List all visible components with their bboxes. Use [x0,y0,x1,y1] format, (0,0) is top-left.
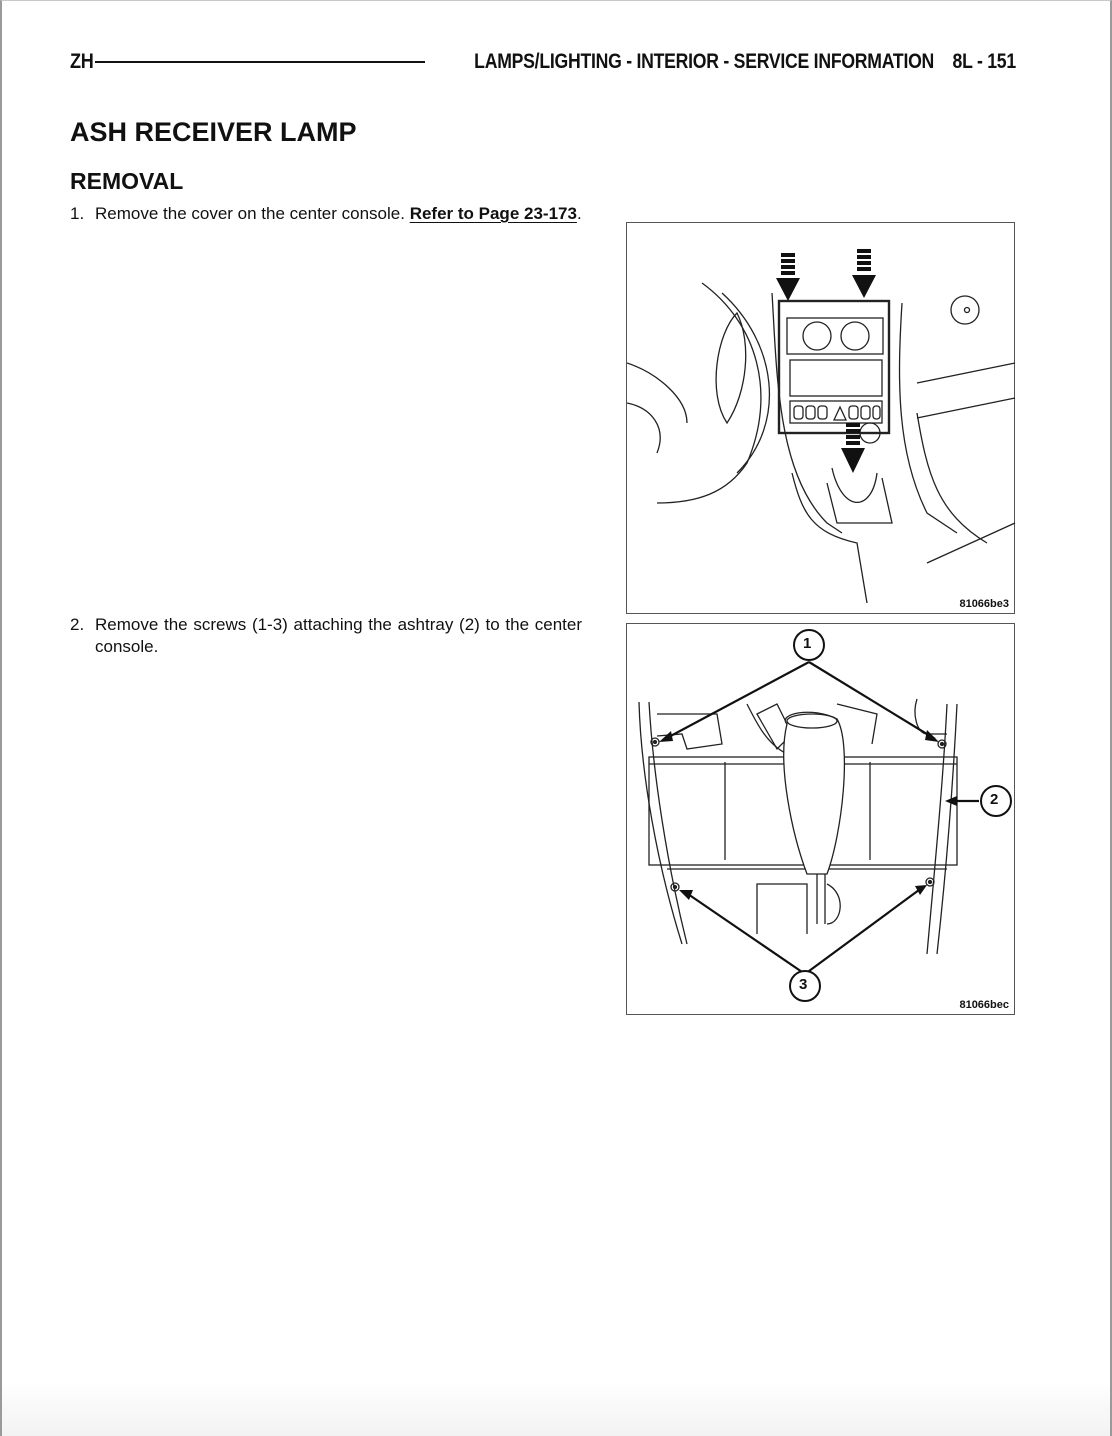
callout-3: 3 [799,976,808,993]
callout-2: 2 [990,791,999,808]
switch-row [794,406,880,420]
page-reference-link[interactable]: Refer to Page 23-173 [409,204,577,223]
instrument-cluster [716,313,746,423]
ashtray-screws-illustration [627,624,1016,1016]
step-number: 2. [70,615,85,634]
step-text: Remove the screws (1-3) attaching the ashtray (2) to the center console. [95,615,582,656]
shift-knob [784,712,845,874]
callout-1: 1 [803,635,812,652]
header-rule [95,61,425,63]
figure-id: 81066bec [959,999,1009,1011]
subsection-title: REMOVAL [70,168,184,194]
step-body [70,203,582,225]
steering-wheel [657,283,761,503]
removal-arrows [776,249,876,473]
figure-ashtray-screws [626,623,1015,1015]
section-title: ASH RECEIVER LAMP [70,117,357,147]
air-vent-right [841,322,869,350]
step-2 [70,614,582,658]
running-header [70,48,1016,76]
header-page-number: 8L - 151 [952,50,1016,73]
header-section: LAMPS/LIGHTING - INTERIOR - SERVICE INFORMATION [474,50,935,73]
step-trailing: . [576,204,582,223]
header-right [474,50,1016,74]
air-vent-left [803,322,831,350]
step-1 [70,203,582,225]
figure-console-cover [626,222,1015,614]
step-number: 1. [70,204,85,223]
figure-id: 81066be3 [959,598,1009,610]
step-text: Remove the cover on the center console. [95,204,410,223]
header-code: ZH [70,50,94,73]
console-cover-illustration [627,223,1016,615]
